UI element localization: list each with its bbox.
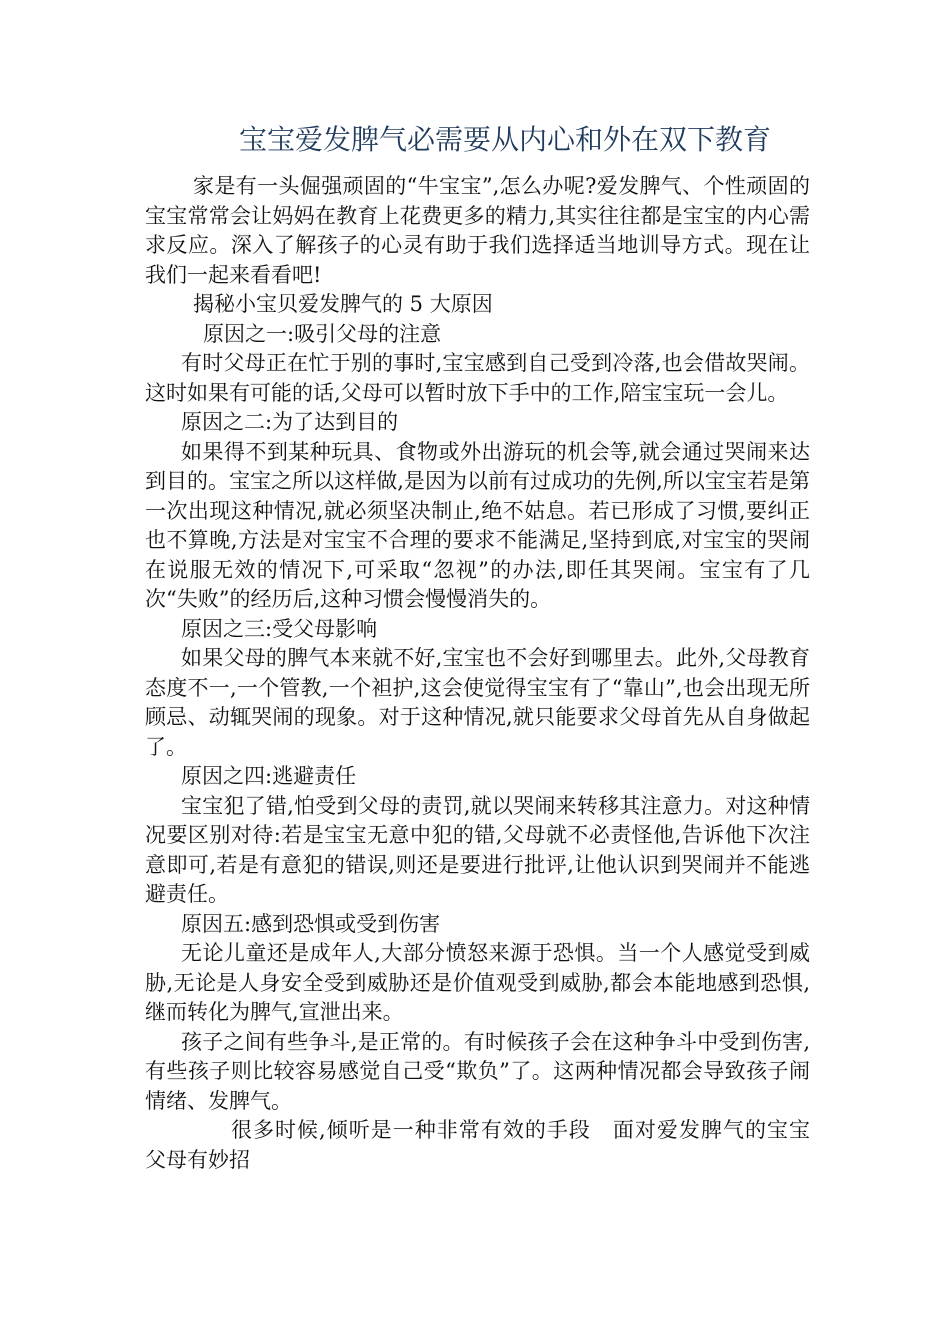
reason-2-heading: 原因之二:为了达到目的	[181, 410, 399, 434]
reason-1-paragraph: 有时父母正在忙于别的事时,宝宝感到自己受到冷落,也会借故哭闹。这时如果有可能的话,父母可以暂时放下手中的工作,陪宝宝玩一会儿。	[145, 351, 810, 405]
reason-5-paragraph-1: 无论儿童还是成年人,大部分愤怒来源于恐惧。当一个人感觉受到威胁,无论是人身安全受到威胁还是价值观受到威胁,都会本能地感到恐惧,继而转化为脾气,宣泄出来。	[145, 941, 810, 1024]
section-heading: 揭秘小宝贝爱发脾气的 5 大原因	[193, 292, 493, 316]
reason-2-paragraph: 如果得不到某种玩具、食物或外出游玩的机会等,就会通过哭闹来达到目的。宝宝之所以这样做,是因为以前有过成功的先例,所以宝宝若是第一次出现这种情况,就必须坚决制止,绝不姑息。若已形成了习惯,要纠正也不算晚,方法是对宝宝不合理的要求不能满足,坚持到底,对宝宝的哭闹在说服无效的情况下,可采取“忽视”的办法,即任其哭闹。宝宝有了几次“失败”的经历后,这种习惯会慢慢消失的。	[145, 439, 810, 611]
reason-5-heading: 原因五:感到恐惧或受到伤害	[181, 911, 441, 936]
reason-5-paragraph-2: 孩子之间有些争斗,是正常的。有时候孩子会在这种争斗中受到伤害,有些孩子则比较容易感觉自己受“欺负”了。这两种情况都会导致孩子闹情绪、发脾气。	[145, 1029, 810, 1113]
reason-1-heading: 原因之一:吸引父母的注意	[203, 321, 442, 346]
reason-3-heading: 原因之三:受父母影响	[181, 616, 378, 641]
reason-4-paragraph: 宝宝犯了错,怕受到父母的责罚,就以哭闹来转移其注意力。对这种情况要区别对待:若是宝宝无意中犯的错,父母就不必责怪他,告诉他下次注意即可,若是有意犯的错误,则还是要进行批评,让他认识到哭闹并不能逃避责任。	[145, 793, 810, 906]
reason-4-heading: 原因之四:逃避责任	[181, 764, 357, 788]
intro-paragraph: 家是有一头倔强顽固的“牛宝宝”,怎么办呢?爱发脾气、个性顽固的宝宝常常会让妈妈在教育上花费更多的精力,其实往往都是宝宝的内心需求反应。深入了解孩子的心灵有助于我们选择适当地训导方式。现在让我们一起来看看吧!	[145, 174, 810, 287]
closing-line: 很多时候,倾听是一种非常有效的手段 面对爱发脾气的宝宝 父母有妙招	[145, 1118, 810, 1172]
document-title: 宝宝爱发脾气必需要从内心和外在双下教育	[238, 123, 771, 156]
document-body	[145, 172, 810, 1175]
reason-3-paragraph: 如果父母的脾气本来就不好,宝宝也不会好到哪里去。此外,父母教育态度不一,一个管教,一个袒护,这会使觉得宝宝有了“靠山”,也会出现无所顾忌、动辄哭闹的现象。对于这种情况,就只能要求父母首先从自身做起了。	[145, 646, 810, 759]
